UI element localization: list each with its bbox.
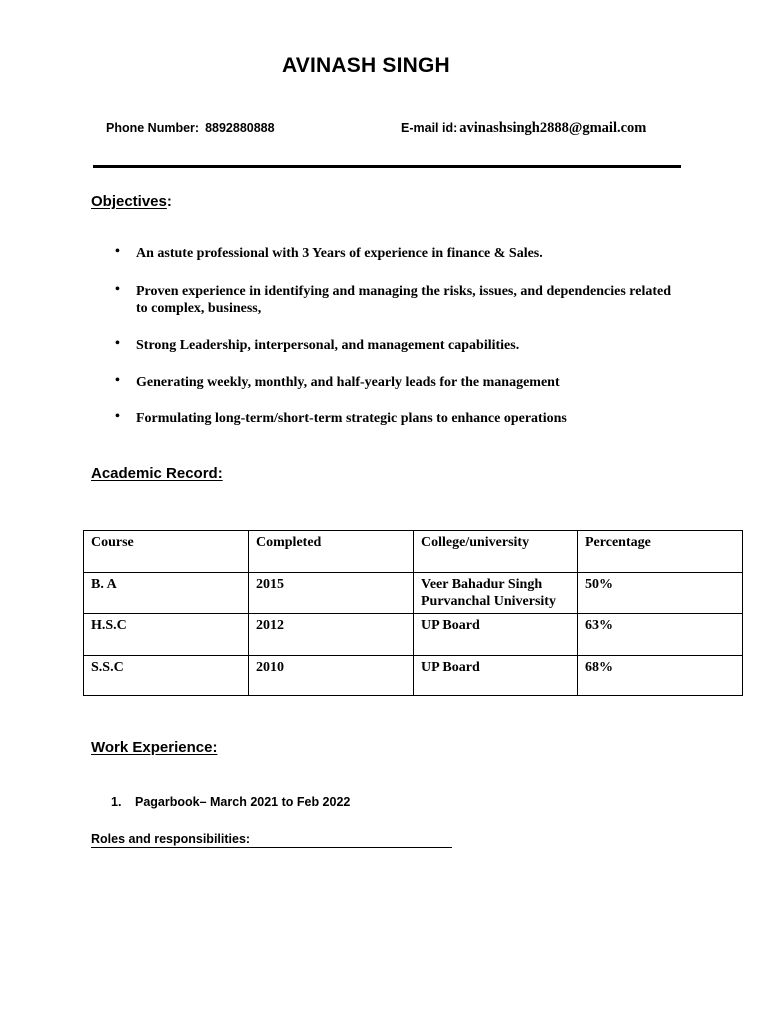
objective-item: Strong Leadership, interpersonal, and management capabilities.: [136, 338, 520, 353]
roles-label: Roles and responsibilities:: [91, 832, 251, 846]
phone-value: 8892880888: [205, 121, 275, 135]
email-line: [401, 120, 646, 137]
objective-item: An astute professional with 3 Years of experience in finance & Sales.: [136, 246, 543, 261]
objective-item: Formulating long-term/short-term strategic plans to enhance operations: [136, 411, 567, 426]
table-cell: H.S.C: [84, 614, 249, 656]
header-divider: [93, 165, 681, 168]
work-experience-heading: [91, 739, 217, 756]
work-experience-heading-text: Work Experience:: [91, 739, 218, 756]
table-row: [84, 573, 743, 614]
table-cell: Veer Bahadur Singh Purvanchal University: [414, 573, 578, 614]
table-cell: 2012: [249, 614, 414, 656]
table-cell: 2015: [249, 573, 414, 614]
job-text: Pagarbook– March 2021 to Feb 2022: [135, 795, 351, 809]
email-label: E-mail id:: [401, 121, 458, 135]
job-entry: [111, 795, 350, 809]
bullet-glyph: •: [115, 336, 120, 351]
table-cell: 68%: [578, 656, 743, 696]
table-cell: B. A: [84, 573, 249, 614]
candidate-name: AVINASH SINGH: [282, 54, 450, 77]
table-cell: UP Board: [414, 656, 578, 696]
phone-label: Phone Number:: [106, 121, 200, 135]
academic-table: [83, 530, 743, 696]
table-row: [84, 614, 743, 656]
column-header-completed: Completed: [249, 531, 414, 573]
bullet-glyph: •: [115, 282, 120, 297]
bullet-glyph: •: [115, 373, 120, 388]
objectives-heading-text: Objectives: [91, 193, 167, 210]
table-header-row: [84, 531, 743, 573]
objective-item: Generating weekly, monthly, and half-yearly leads for the management: [136, 375, 560, 390]
phone-line: [106, 121, 275, 135]
table-cell: UP Board: [414, 614, 578, 656]
table-cell: 63%: [578, 614, 743, 656]
column-header-college: College/university: [414, 531, 578, 573]
email-value: avinashsingh2888@gmail.com: [459, 120, 647, 136]
academic-heading-text: Academic Record:: [91, 465, 223, 482]
academic-heading: [91, 465, 223, 482]
column-header-course: Course: [84, 531, 249, 573]
objective-item: Proven experience in identifying and managing the risks, issues, and dependencies related to complex, business,: [136, 284, 672, 316]
bullet-glyph: •: [115, 409, 120, 424]
table-cell: 50%: [578, 573, 743, 614]
roles-underline: [91, 847, 452, 848]
column-header-percentage: Percentage: [578, 531, 743, 573]
objectives-heading-colon: :: [166, 193, 172, 210]
bullet-glyph: •: [115, 244, 120, 259]
job-number: 1.: [111, 795, 122, 809]
table-row: [84, 656, 743, 696]
table-cell: S.S.C: [84, 656, 249, 696]
table-cell: 2010: [249, 656, 414, 696]
objectives-heading: [91, 193, 172, 210]
